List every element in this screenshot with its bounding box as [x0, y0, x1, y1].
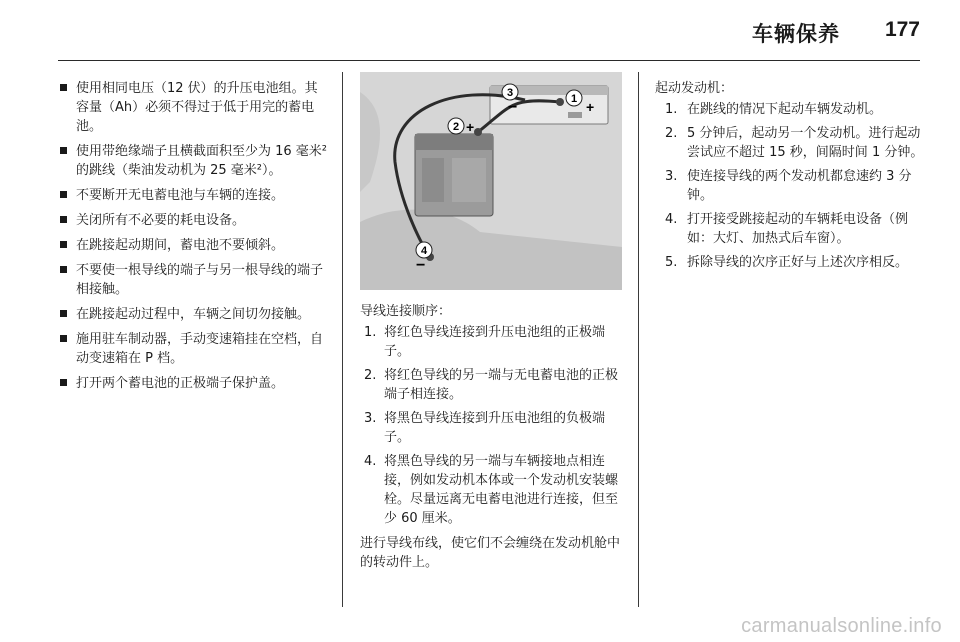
svg-text:2: 2	[452, 121, 460, 133]
list-item: 4. 将黑色导线的另一端与车辆接地点相连接，例如发动机本体或一个发动机安装螺栓。尽量远离无电蓄电池进行连接，但至少 60 厘米。	[364, 454, 619, 526]
page-number: 177	[884, 18, 920, 41]
list-item: 2. 5 分钟后，起动另一个发动机。进行起动尝试应不超过 15 秒，间隔时间 1 分钟。	[665, 126, 924, 160]
list-item: 不要断开无电蓄电池与车辆的连接。	[58, 186, 330, 205]
list-item: 3. 将黑色导线连接到升压电池组的负极端子。	[364, 411, 606, 445]
svg-text:−: −	[508, 99, 518, 116]
svg-text:+: +	[466, 119, 475, 135]
list-item: 施用驻车制动器，手动变速箱挂在空档，自动变速箱在 P 档。	[58, 330, 330, 368]
right-column	[655, 79, 925, 277]
list-item: 关闭所有不必要的耗电设备。	[58, 211, 330, 230]
square-bullet-icon	[60, 335, 67, 342]
engine-bay-photo	[360, 72, 622, 290]
list-item: 5. 拆除导线的次序正好与上述次序相反。	[665, 255, 909, 270]
middle-column	[360, 72, 625, 572]
list-item: 1. 将红色导线连接到升压电池组的正极端子。	[364, 325, 606, 359]
header-rule	[58, 60, 920, 61]
site-watermark: carmanualsonline.info	[741, 615, 942, 637]
list-item: 4. 打开接受跳接起动的车辆耗电设备（例如：大灯、加热式后车窗）。	[665, 212, 909, 246]
svg-text:+: +	[586, 99, 595, 115]
start-engine-heading: 起动发动机：	[655, 81, 734, 96]
left-column	[58, 79, 330, 399]
square-bullet-icon	[60, 379, 67, 386]
column-divider-right	[638, 72, 639, 607]
callout-2	[448, 118, 474, 135]
connection-order-heading: 导线连接顺序：	[360, 304, 452, 319]
discharged-battery	[415, 134, 493, 216]
square-bullet-icon	[60, 241, 67, 248]
routing-note: 进行导线布线，使它们不会缠绕在发动机舱中的转动件上。	[360, 536, 621, 570]
svg-text:3: 3	[506, 87, 514, 99]
list-item: 在跳接起动期间，蓄电池不要倾斜。	[58, 236, 330, 255]
square-bullet-icon	[60, 266, 67, 273]
square-bullet-icon	[60, 84, 67, 91]
square-bullet-icon	[60, 147, 67, 154]
svg-text:−: −	[416, 257, 426, 274]
list-item: 2. 将红色导线的另一端与无电蓄电池的正极端子相连接。	[364, 368, 619, 402]
list-item: 3. 使连接导线的两个发动机都怠速约 3 分钟。	[665, 169, 912, 203]
list-item: 在跳接起动过程中，车辆之间切勿接触。	[58, 305, 330, 324]
square-bullet-icon	[60, 191, 67, 198]
square-bullet-icon	[60, 310, 67, 317]
precaution-list	[58, 79, 330, 393]
connection-steps	[360, 323, 625, 528]
section-title: 车辆保养	[752, 23, 840, 46]
column-divider-left	[342, 72, 343, 607]
list-item: 打开两个蓄电池的正极端子保护盖。	[58, 374, 330, 393]
square-bullet-icon	[60, 216, 67, 223]
list-item: 不要使一根导线的端子与另一根导线的端子相接触。	[58, 261, 330, 299]
list-item: 使用相同电压（12 伏）的升压电池组。其容量（Ah）必须不得过于低于用完的蓄电池。	[58, 79, 330, 136]
svg-text:1: 1	[570, 93, 578, 105]
list-item: 使用带绝缘端子且横截面积至少为 16 毫米² 的跳线（柴油发动机为 25 毫米²）。	[58, 142, 330, 180]
start-steps	[655, 100, 925, 272]
list-item: 1. 在跳线的情况下起动车辆发动机。	[665, 102, 883, 117]
svg-text:4: 4	[420, 245, 428, 257]
